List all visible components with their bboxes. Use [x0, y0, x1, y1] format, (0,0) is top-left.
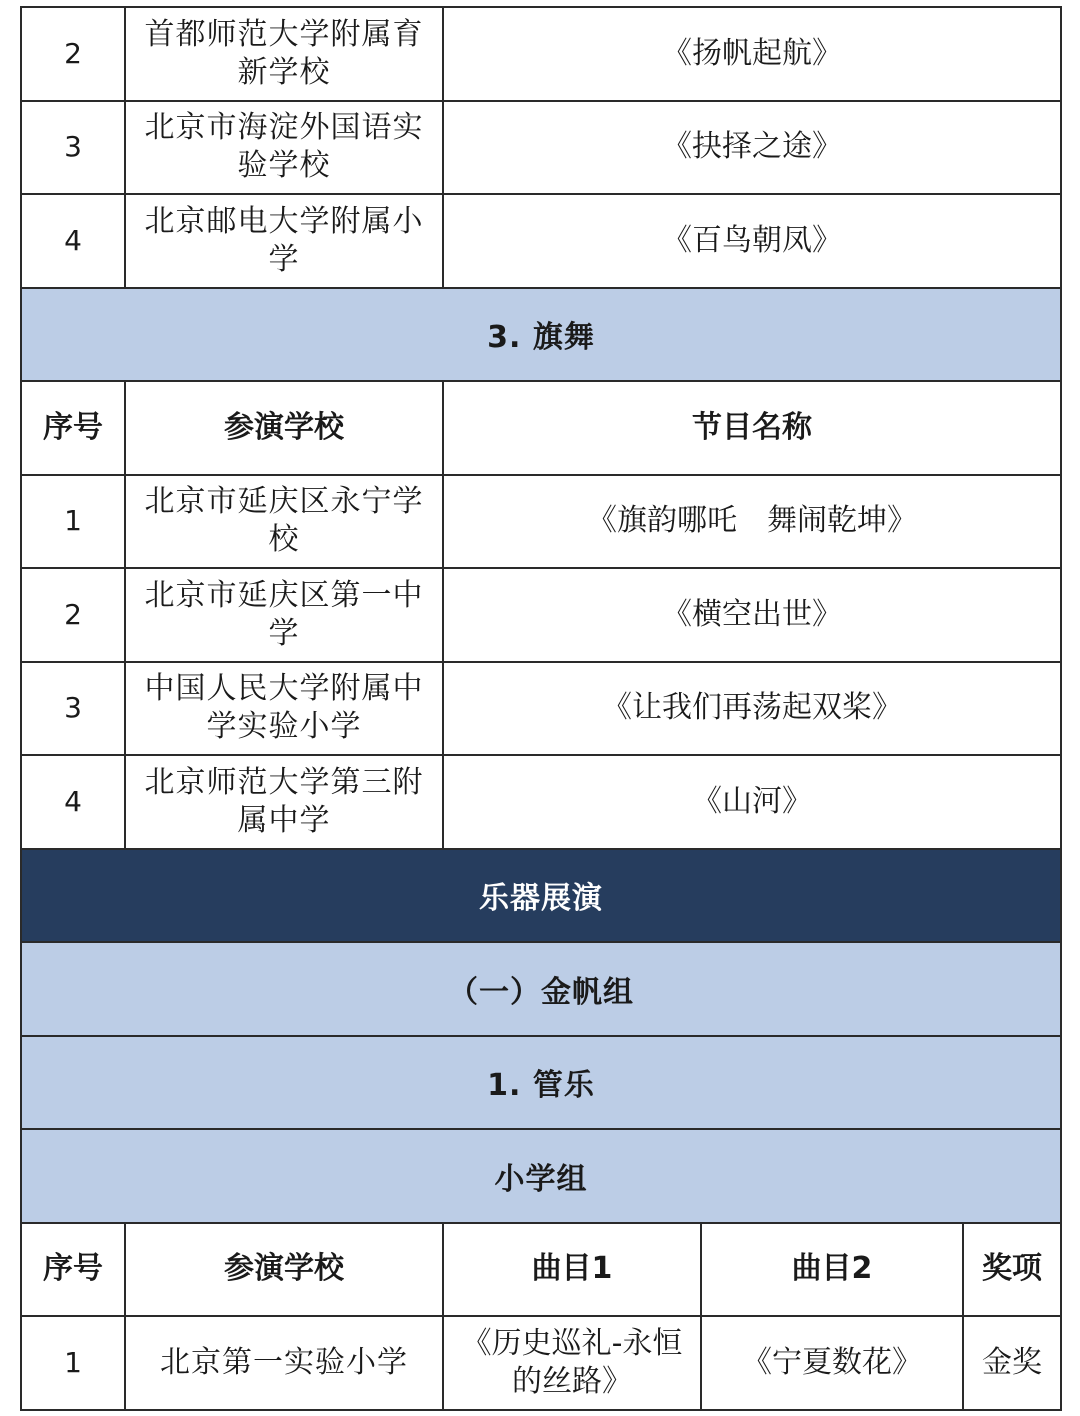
column-header-number: 序号	[22, 1224, 126, 1318]
row-number: 1	[22, 1317, 126, 1411]
row-number: 4	[22, 195, 126, 289]
table-header-row	[22, 382, 1062, 476]
column-header-piece1: 曲目1	[444, 1224, 702, 1318]
program-name: 《横空出世》	[444, 569, 1062, 663]
table-row	[22, 476, 1062, 570]
program-name: 《山河》	[444, 756, 1062, 850]
table-row	[22, 663, 1062, 757]
program-name: 《扬帆起航》	[444, 8, 1062, 102]
school-name: 北京市海淀外国语实验学校	[126, 102, 444, 196]
school-name: 北京第一实验小学	[126, 1317, 444, 1411]
section-heading-instruments: 乐器展演	[22, 850, 1062, 944]
column-header-school: 参演学校	[126, 1224, 444, 1318]
column-header-piece2: 曲目2	[702, 1224, 964, 1318]
piece2-name: 《宁夏数花》	[702, 1317, 964, 1411]
row-number: 1	[22, 476, 126, 570]
program-table	[20, 6, 1062, 1411]
school-name: 北京市延庆区永宁学校	[126, 476, 444, 570]
school-name: 中国人民大学附属中学实验小学	[126, 663, 444, 757]
program-name: 《百鸟朝凤》	[444, 195, 1062, 289]
row-number: 2	[22, 8, 126, 102]
program-name: 《旗韵哪吒 舞闹乾坤》	[444, 476, 1062, 570]
row-number: 4	[22, 756, 126, 850]
table-row	[22, 102, 1062, 196]
group-heading-primary: 小学组	[22, 1130, 1062, 1224]
school-name: 首都师范大学附属育新学校	[126, 8, 444, 102]
column-header-number: 序号	[22, 382, 126, 476]
table-row	[22, 8, 1062, 102]
row-number: 3	[22, 102, 126, 196]
table-header-row	[22, 1224, 1062, 1318]
school-name: 北京师范大学第三附属中学	[126, 756, 444, 850]
column-header-award: 奖项	[964, 1224, 1062, 1318]
column-header-program: 节目名称	[444, 382, 1062, 476]
table-row	[22, 1317, 1062, 1411]
section-heading-flag-dance: 3. 旗舞	[22, 289, 1062, 383]
row-number: 2	[22, 569, 126, 663]
group-heading-golden-sail: （一）金帆组	[22, 943, 1062, 1037]
column-header-school: 参演学校	[126, 382, 444, 476]
table-row	[22, 569, 1062, 663]
award-value: 金奖	[964, 1317, 1062, 1411]
table-row	[22, 756, 1062, 850]
table-row	[22, 195, 1062, 289]
program-name: 《抉择之途》	[444, 102, 1062, 196]
school-name: 北京市延庆区第一中学	[126, 569, 444, 663]
piece1-name: 《历史巡礼-永恒的丝路》	[444, 1317, 702, 1411]
program-name: 《让我们再荡起双桨》	[444, 663, 1062, 757]
row-number: 3	[22, 663, 126, 757]
section-heading-wind: 1. 管乐	[22, 1037, 1062, 1131]
school-name: 北京邮电大学附属小学	[126, 195, 444, 289]
